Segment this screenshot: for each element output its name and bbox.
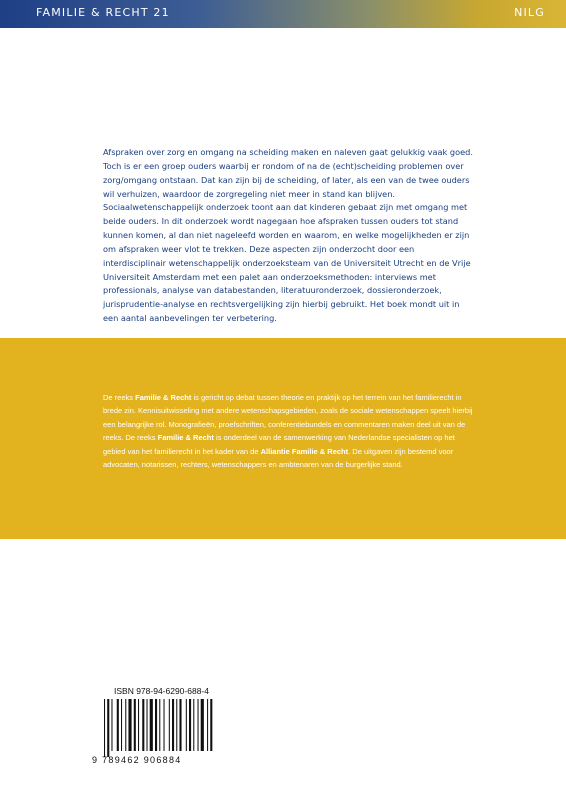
series-text-part: De reeks (103, 393, 136, 402)
series-name: Familie & Recht (135, 393, 192, 402)
barcode-icon (104, 699, 214, 757)
series-label: FAMILIE & RECHT 21 (36, 6, 170, 19)
alliance-name: Alliantie Familie & Recht (260, 446, 349, 456)
series-text-part: is gericht op debat tussen theorie en praktijk op het terrein van het familierecht in brede zin. Kennisuitwisseling met andere wetenschapsgebieden, zoals de sociale wetenschappen speelt hierbij een belangrijke rol. Monografieën, proefschriften, conferentiebundels en commentaren maken deel uit van de reeks. De reeks (103, 393, 473, 443)
back-cover-blurb: Afspraken over zorg en omgang na scheiding maken en naleven gaat gelukkig vaak goed. Toch is er een groep ouders waarbij er rondom of na de (echt)scheiding problemen over zorg/omgang ontstaan. Dat kan zijn bij de scheiding, of later, als een van de twee ouders wil verhuizen, waardoor de zorgregeling niet meer in stand kan blijven. Sociaalwetenschappelijk onderzoek toont aan dat kinderen gebaat zijn met omgang met beide ouders. In dit onderzoek wordt nagegaan hoe afspraken tussen ouders tot stand kunnen komen, al dan niet nageleefd worden en waarom, en welke mogelijkheden er zijn om afspraken weer vlot te trekken. Deze aspecten zijn onderzocht door een interdisciplinair wetenschappelijk onderzoeksteam van de Universiteit Utrecht en de Vrije Universiteit Amsterdam met een palet aan onderzoeksmethoden: interviews met professionals, analyse van databestanden, literatuuronderzoek, dossieronderzoek, jurisprudentie-analyse en rechtsvergelijking zijn hierbij gebruikt. Het boek mondt uit in een aantal aanbevelingen ter verbetering. (103, 147, 473, 324)
isbn-label: ISBN 978-94-6290-688-4 (114, 686, 209, 696)
header-bar (0, 0, 566, 28)
barcode-digits: 9 789462 906884 (92, 755, 182, 765)
publisher-label: NILG (514, 6, 545, 19)
series-description (103, 391, 478, 471)
series-name: Familie & Recht (157, 433, 214, 443)
series-text-part: . De uitgaven zijn bestemd voor advocaten, notarissen, rechters, wetenschappers en ambtenaren van de burgerlijke stand. (103, 446, 454, 470)
series-text-part: is onderdeel van de samenwerking van Nederlandse specialisten op het gebied van het familierecht in het kader van de (103, 433, 455, 456)
